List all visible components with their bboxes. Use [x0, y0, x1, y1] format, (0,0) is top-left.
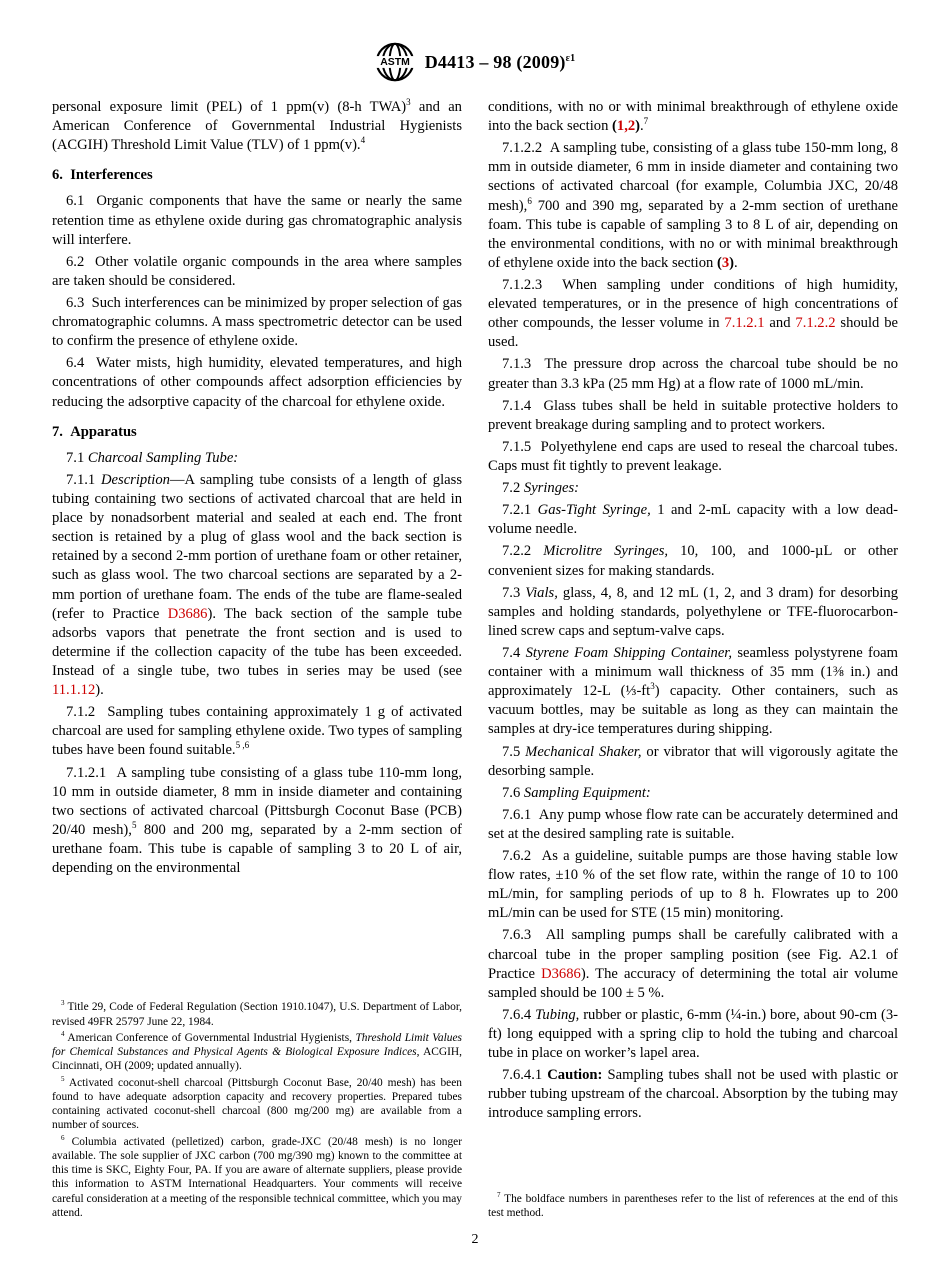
- text-run: 7.1.3 The pressure drop across the charcoal tube should be no greater than 3.3 kPa (25 mm Hg) at a flow rate of 1000 mL/min.: [488, 356, 898, 392]
- italic-text: Threshold Limit Values for Chemical Substances and Physical Agents & Biological Exposure Indices: [52, 1031, 462, 1058]
- text-run: and an American Conference of Governmental Industrial Hygienists (ACGIH) Threshold Limit Value (TLV) of 1 ppm(v).: [52, 99, 462, 154]
- standard-designation: [425, 52, 576, 73]
- paragraph: [52, 253, 462, 291]
- italic-text: Sampling Equipment:: [523, 784, 651, 801]
- italic-text: Vials,: [525, 584, 558, 601]
- superscript-marker: 7: [643, 116, 649, 127]
- paragraph: [488, 644, 898, 740]
- text-run: 6.1 Organic components that have the same or nearly the same retention time as ethylene oxide during gas chromatographic analysis will interfere.: [52, 193, 462, 248]
- left-footnotes: [52, 990, 462, 1222]
- text-run: 7.1.2.2 A sampling tube, consisting of a glass tube 150-mm long, 8 mm in outside diameter, 6 mm in inside diameter and containing two sections of activated charcoal (for example, Columbia JXC, 20/48 mesh),: [488, 140, 898, 214]
- paragraph: [52, 471, 462, 700]
- text-run: 7.6.2 As a guideline, suitable pumps are those having stable low flow rates, ±10 % of the set flow rate, within the range of 10 to 100 mL/min, for sampling periods of up to 8 h. Flowrates up to 200 mL/min can be used for STE (15 min) monitoring.: [488, 848, 898, 922]
- text-run: 7.1: [66, 449, 88, 466]
- superscript-marker: 7: [497, 1190, 501, 1199]
- paragraph: [52, 192, 462, 249]
- paragraph: [488, 743, 898, 781]
- astm-logo-text: ASTM: [379, 57, 410, 69]
- text-run: 7. Apparatus: [52, 423, 137, 440]
- text-run: 7.2.1: [502, 502, 538, 519]
- paragraph: [52, 449, 462, 468]
- paragraph: [488, 276, 898, 352]
- text-run: should be used.: [488, 315, 898, 351]
- paragraph: [488, 806, 898, 844]
- superscript-marker: 3: [61, 999, 65, 1008]
- reference-link[interactable]: 1,2: [616, 118, 636, 135]
- text-run: —A sampling tube consists of a length of glass tubing containing two sections of activated charcoal that are held in place by nonadsorbent material and sealed at each end. The front section is retained by a plug of glass wool and the back section is retained by a second 2-mm portion of urethane foam or other retainer, such as glass wool. The two charcoal sections are separated by a 2-mm portion of urethane foam. The ends of the tube are flame-sealed (refer to Practice: [52, 471, 462, 622]
- italic-text: Description: [101, 471, 170, 488]
- footnote: [52, 1031, 462, 1074]
- page-number: 2: [471, 1232, 479, 1247]
- superscript-marker: 3: [406, 98, 411, 108]
- italic-text: Syringes:: [523, 480, 580, 497]
- footnote: [52, 1135, 462, 1221]
- paragraph: [52, 98, 462, 155]
- text-run: 7.1.4 Glass tubes shall be held in suitable protective holders to prevent breakage during sampling and to protect workers.: [488, 397, 898, 433]
- text-run: , ACGIH, Cincinnati, OH (2009; updated annually).: [52, 1046, 462, 1073]
- text-run: 6. Interferences: [52, 167, 153, 184]
- left-column: [52, 98, 462, 1222]
- text-run: 800 and 200 mg, separated by a 2-mm section of urethane foam. This tube is capable of sampling 3 to 20 L of air, depending on the environmental: [52, 821, 462, 877]
- italic-text: Styrene Foam Shipping Container,: [525, 644, 733, 661]
- text-run: 7.6.3 All sampling pumps shall be carefully calibrated with a charcoal tube in the proper sampling position (see Fig. A2.1 of Practice: [488, 927, 898, 982]
- page-footer: [52, 1222, 898, 1248]
- designation-superscript: ε1: [565, 52, 576, 64]
- text-run: Title 29, Code of Federal Regulation (Section 1910.1047), U.S. Department of Labor, revised 49FR 25797 June 22, 1984.: [52, 1001, 462, 1028]
- text-run: rubber or plastic, 6-mm (¼-in.) bore, about 90-cm (3-ft) long equipped with a spring clip to hold the tubing and charcoal tube in place on worker’s lapel area.: [488, 1006, 898, 1062]
- text-run: or vibrator that will vigorously agitate the desorbing sample.: [488, 743, 898, 779]
- bold-text: Caution:: [547, 1067, 603, 1084]
- superscript-marker: 5 ,6: [235, 740, 250, 751]
- superscript-marker: 4: [61, 1029, 65, 1038]
- paragraph: [52, 703, 462, 760]
- two-column-body: [52, 98, 898, 1222]
- text-run: 700 and 390 mg, separated by a 2-mm section of urethane foam. This tube is capable of sampling 3 to 8 L of air, depending on the environmental conditions, with no or with minimal breakthrough of ethylene oxide into the back section: [488, 197, 898, 271]
- text-run: conditions, with no or with minimal breakthrough of ethylene oxide into the back section: [488, 99, 898, 135]
- text-run: ) capacity. Other containers, such as vacuum bottles, may be suitable as long as they can maintain the samples at dry-ice temperatures during shipping.: [488, 683, 898, 738]
- text-run: 7.2.2: [502, 543, 544, 560]
- reference-link[interactable]: 11.1.12: [52, 682, 96, 699]
- text-run: 7.6: [502, 784, 524, 801]
- text-run: ). The back section of the sample tube adsorbs vapors that penetrate the front section and is used to determine if the collection capacity of the tube has been exceeded. Instead of a single tube, two tubes in series may be used (see: [52, 605, 462, 679]
- reference-link[interactable]: D3686: [541, 965, 581, 982]
- bold-text: (: [716, 254, 722, 271]
- text-run: 1 and 2-mL capacity with a low dead-volume needle.: [488, 502, 898, 538]
- text-run: Activated coconut-shell charcoal (Pittsburgh Coconut Base, 20/40 mesh) has been found to have adequate adsorption capacity and recovery properties. Prepared tubes containing activated coconut-shell charcoal (800 mg/200 mg) are available from a number of sources.: [52, 1076, 462, 1132]
- text-run: .: [734, 254, 738, 271]
- paragraph: [488, 847, 898, 923]
- text-run: 7.1.2 Sampling tubes containing approximately 1 g of activated charcoal are used for sampling ethylene oxide. Two types of sampling tubes have been found suitable.: [52, 704, 462, 759]
- reference-link[interactable]: 3: [721, 254, 730, 271]
- text-run: and: [764, 315, 796, 332]
- right-column: [488, 98, 898, 1222]
- paragraph: [488, 542, 898, 580]
- bold-text: (: [612, 118, 617, 135]
- paragraph: [488, 397, 898, 435]
- text-run: 7.3: [502, 584, 526, 601]
- text-run: The boldface numbers in parentheses refer to the list of references at the end of this test method.: [488, 1192, 898, 1219]
- superscript-marker: 5: [131, 819, 137, 830]
- footnote: [488, 1192, 898, 1221]
- paragraph: [488, 1066, 898, 1123]
- text-run: 7.1.5 Polyethylene end caps are used to reseal the charcoal tubes. Caps must fit tightly to prevent leakage.: [488, 438, 898, 474]
- text-run: 7.5: [502, 743, 526, 760]
- paragraph: [488, 438, 898, 476]
- paragraph: [488, 139, 898, 273]
- left-column-text: [52, 98, 462, 881]
- section-heading: [52, 166, 462, 185]
- paragraph: [52, 294, 462, 351]
- text-run: American Conference of Governmental Industrial Hygienists,: [64, 1031, 356, 1044]
- text-run: Sampling tubes shall not be used with plastic or rubber tubing upstream of the charcoal. Absorption by the tubing may introduce sampling errors.: [488, 1067, 898, 1122]
- text-run: 7.4: [502, 644, 526, 661]
- reference-link[interactable]: 7.1.2.2: [795, 315, 836, 332]
- designation-text: D4413 – 98 (2009): [424, 51, 566, 72]
- text-run: 7.6.1 Any pump whose flow rate can be accurately determined and set at the desired sampling rate is suitable.: [488, 806, 898, 842]
- text-run: 7.6.4.1: [502, 1067, 548, 1084]
- paragraph: [488, 501, 898, 539]
- text-run: 7.2: [502, 480, 524, 497]
- paragraph: [52, 764, 462, 879]
- text-run: 7.6.4: [502, 1006, 536, 1023]
- text-run: 6.4 Water mists, high humidity, elevated temperatures, and high concentrations of other compounds affect adsorption efficiencies by reducing the adsorptive capacity of the charcoal for ethylene oxide.: [52, 355, 462, 410]
- text-run: ). The accuracy of determining the total air volume sampled should be 100 ± 5 %.: [488, 965, 898, 1001]
- italic-text: Charcoal Sampling Tube:: [87, 449, 239, 466]
- superscript-marker: 3: [650, 681, 655, 692]
- reference-link[interactable]: 7.1.2.1: [724, 315, 765, 332]
- bold-text: ): [729, 254, 735, 271]
- text-run: 6.3 Such interferences can be minimized by proper selection of gas chromatographic columns. A mass spectrometric detector can be used to confirm the presence of ethylene oxide.: [52, 294, 462, 350]
- paragraph: [488, 355, 898, 393]
- italic-text: Mechanical Shaker,: [525, 743, 642, 760]
- italic-text: Tubing,: [535, 1006, 580, 1023]
- paragraph: [488, 1006, 898, 1063]
- italic-text: Gas-Tight Syringe,: [537, 502, 651, 519]
- text-run: 6.2 Other volatile organic compounds in the area where samples are taken should be considered.: [52, 253, 462, 289]
- document-header: [52, 42, 898, 82]
- text-run: ).: [95, 682, 104, 699]
- footnote: [52, 1076, 462, 1133]
- superscript-marker: 6: [61, 1133, 65, 1142]
- reference-link[interactable]: D3686: [167, 605, 208, 622]
- text-run: Columbia activated (pelletized) carbon, grade-JXC (20/48 mesh) is no longer available. The sole supplier of JXC carbon (700 mg/390 mg) known to the committee at this time is SKC, Eighty Four, PA. If you are aware of alternate suppliers, please provide this information to ASTM International Headquarters. Your comments will receive careful consideration at a meeting of the responsible technical committee, which you may attend.: [52, 1135, 462, 1219]
- text-run: seamless polystyrene foam container with a minimum wall thickness of 35 mm (1⅜ in.) and approximately 12-L (⅓-ft: [488, 644, 898, 700]
- text-run: .: [640, 118, 644, 135]
- paragraph: [488, 784, 898, 803]
- text-run: 7.1.2.1 A sampling tube consisting of a glass tube 110-mm long, 10 mm in outside diameter, 8 mm in inside diameter and containing two sections of activated charcoal (Pittsburgh Coconut Base (PCB) 20/40 mesh),: [52, 764, 462, 838]
- text-run: 7.1.2.3 When sampling under conditions of high humidity, elevated temperatures, or in the presence of high concentrations of other compounds, the lesser volume in: [488, 276, 898, 332]
- text-run: 10, 100, and 1000-µL or other convenient sizes for making standards.: [488, 543, 898, 579]
- right-column-text: [488, 98, 898, 1127]
- paragraph: [488, 926, 898, 1002]
- paragraph: [488, 479, 898, 498]
- superscript-marker: 4: [360, 135, 366, 146]
- paragraph: [488, 584, 898, 641]
- superscript-marker: 5: [61, 1074, 65, 1083]
- text-run: personal exposure limit (PEL) of 1 ppm(v) (8-h TWA): [52, 99, 407, 115]
- astm-logo-icon: [375, 42, 415, 82]
- superscript-marker: 6: [527, 195, 532, 206]
- paragraph: [52, 354, 462, 411]
- bold-text: ): [635, 118, 641, 135]
- text-run: 7.1.1: [66, 471, 101, 488]
- italic-text: Microlitre Syringes,: [543, 543, 669, 560]
- section-heading: [52, 423, 462, 442]
- right-footnotes: [488, 1182, 898, 1223]
- footnote: [52, 1000, 462, 1029]
- paragraph: [488, 98, 898, 136]
- text-run: glass, 4, 8, and 12 mL (1, 2, and 3 dram) for desorbing samples and holding standards, polyethylene or TFE-fluorocarbon-lined screw caps and septum-valve caps.: [488, 584, 898, 639]
